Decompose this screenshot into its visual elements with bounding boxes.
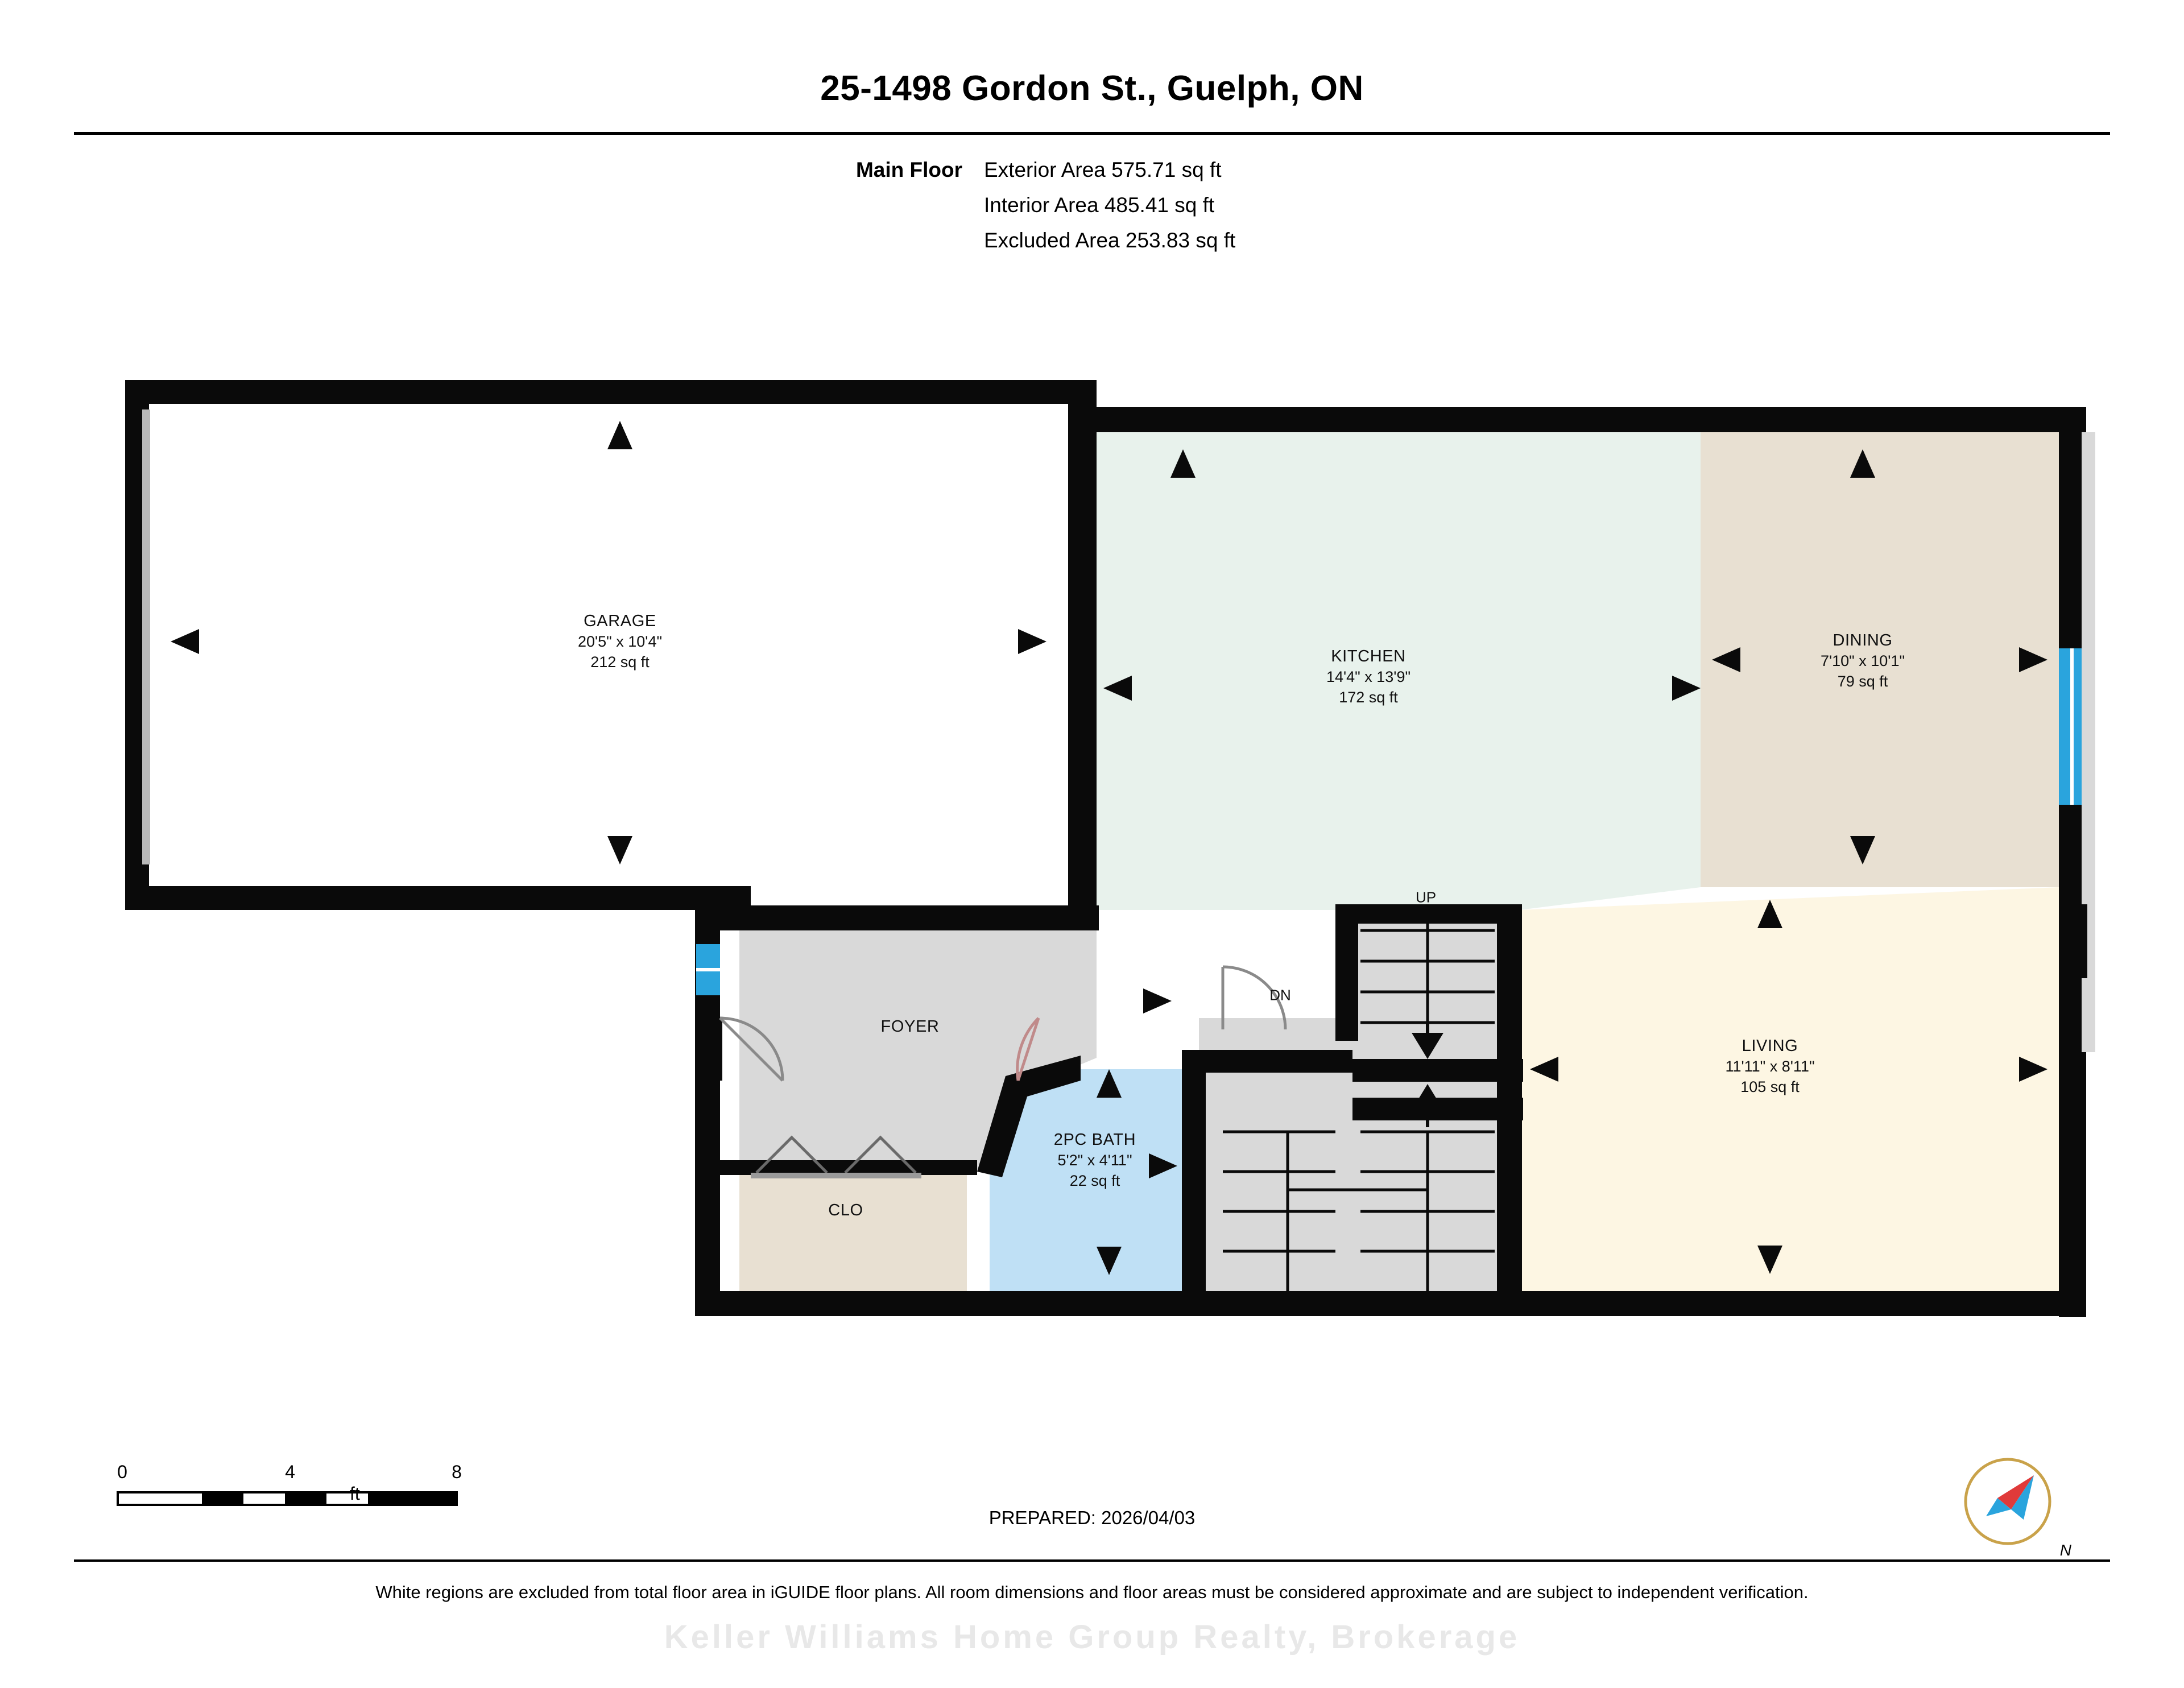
- room-fill-stair-up: [1354, 910, 1517, 1018]
- room-name-kitchen: KITCHEN: [1331, 647, 1406, 665]
- room-area-kitchen: 172 sq ft: [1339, 689, 1398, 706]
- room-name-living: LIVING: [1742, 1037, 1798, 1055]
- room-area-garage: 212 sq ft: [590, 653, 650, 671]
- interior-area-text: Interior Area 485.41 sq ft: [984, 193, 1215, 217]
- wall-stair-left: [1335, 904, 1358, 1041]
- room-label-dining: [1821, 630, 1905, 692]
- wall-stair-mid: [1352, 1059, 1523, 1082]
- prepared-date: PREPARED: 2026/04/03: [988, 1507, 1196, 1528]
- closet-threshold: [751, 1173, 921, 1178]
- room-label-bath: [1054, 1130, 1136, 1191]
- wall-right-edge-bottom: [2059, 1052, 2086, 1317]
- scale-tick-8: 8: [452, 1462, 462, 1482]
- window-dining-right-mullion: [2070, 648, 2074, 805]
- garage-door-opening: [142, 409, 150, 864]
- wall-garage-right: [1068, 380, 1097, 909]
- room-name-foyer: FOYER: [880, 1017, 940, 1036]
- room-label-garage: [578, 611, 662, 672]
- wall-garage-bottom: [125, 886, 751, 910]
- wall-stair-top: [1335, 904, 1522, 924]
- exterior-area-text: Exterior Area 575.71 sq ft: [984, 158, 1222, 181]
- scale-tick-0: 0: [117, 1462, 127, 1482]
- room-dim-dining: 7'10" x 10'1": [1820, 652, 1905, 669]
- room-label-closet: [828, 1200, 863, 1221]
- room-name-dining: DINING: [1833, 631, 1893, 649]
- wall-foyer-top: [695, 905, 1099, 930]
- disclaimer-text: White regions are excluded from total floor area in iGUIDE floor plans. All room dimensions and floor areas must be considered approximate and are subject to independent verification.: [375, 1582, 1809, 1602]
- excluded-area-text: Excluded Area 253.83 sq ft: [984, 229, 1236, 252]
- room-name-bath: 2PC BATH: [1053, 1131, 1136, 1149]
- compass-north-label: N: [2059, 1541, 2071, 1559]
- scale-unit-label: ft: [350, 1483, 360, 1504]
- wall-main-bottom: [695, 1291, 2086, 1316]
- wall-main-top: [1068, 407, 2086, 432]
- stair-tag-dn: DN: [1269, 986, 1291, 1004]
- wall-garage-top: [125, 380, 1092, 404]
- window-foyer-left-mullion: [696, 968, 720, 971]
- footer-divider: [74, 1559, 2110, 1562]
- room-area-bath: 22 sq ft: [1069, 1172, 1120, 1189]
- room-dim-kitchen: 14'4" x 13'9": [1326, 668, 1411, 685]
- stair-tag-up: UP: [1415, 888, 1437, 906]
- room-area-living: 105 sq ft: [1740, 1078, 1800, 1095]
- scale-bar-graphic: [117, 1491, 458, 1506]
- scale-bar: [117, 1462, 462, 1506]
- compass-icon: [1956, 1450, 2059, 1553]
- scale-tick-labels: [117, 1462, 462, 1484]
- room-dim-bath: 5'2" x 4'11": [1057, 1152, 1132, 1169]
- room-name-garage: GARAGE: [584, 612, 656, 630]
- room-name-closet: CLO: [828, 1201, 863, 1219]
- room-label-foyer: [881, 1016, 940, 1037]
- room-area-dining: 79 sq ft: [1837, 673, 1888, 690]
- page-title: 25-1498 Gordon St., Guelph, ON: [820, 69, 1364, 108]
- room-dim-living: 11'11" x 8'11": [1725, 1058, 1815, 1075]
- scale-tick-4: 4: [285, 1462, 295, 1482]
- room-dim-garage: 20'5" x 10'4": [577, 633, 663, 650]
- room-label-kitchen: [1326, 646, 1410, 708]
- room-fill-closet: [739, 1166, 967, 1291]
- wall-hall-top: [1182, 1050, 1352, 1073]
- wall-bath-right: [1182, 1056, 1206, 1294]
- floor-label: Main Floor: [855, 158, 962, 181]
- wall-right-edge-strip2: [2079, 904, 2087, 978]
- brokerage-watermark: Keller Williams Home Group Realty, Brokerage: [664, 1619, 1520, 1656]
- room-label-living: [1725, 1036, 1814, 1097]
